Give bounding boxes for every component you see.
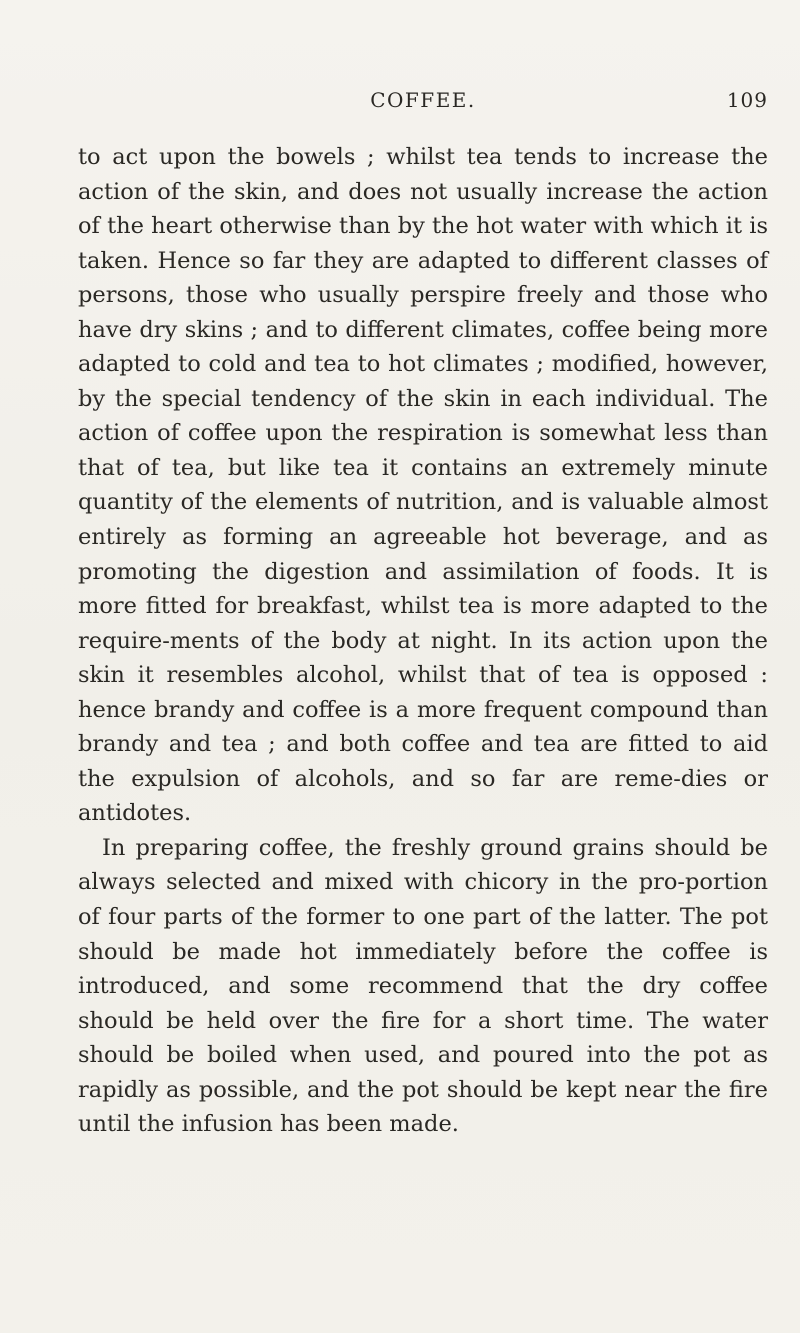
paragraph-1: to act upon the bowels ; whilst tea tends to increase the action of the skin, and does not usually increase the action of the heart otherwise than by the hot water with which it is taken. Hence so far they are adapted to different classes of persons, those who usually perspire freely and those who have dry skins ; and to different climates, coffee being more adapted to cold and tea to hot climates ; modified, however, by the special tendency of the skin in each individual. The action of coffee upon the respiration is somewhat less than that of tea, but like tea it contains an extremely minute quantity of the elements of nutrition, and is valuable almost entirely as forming an agreeable hot beverage, and as promoting the digestion and assimilation of foods. It is more fitted for breakfast, whilst tea is more adapted to the require-ments of the body at night. In its action upon the skin it resembles alcohol, whilst that of tea is opposed : hence brandy and coffee is a more frequent compound than brandy and tea ; and both coffee and tea are fitted to aid the expulsion of alcohols, and so far are reme-dies or antidotes. [78, 144, 768, 827]
page-number: 109 [726, 88, 768, 112]
running-head [78, 86, 768, 114]
paragraph-2: In preparing coffee, the freshly ground grains should be always selected and mixed with chicory in the pro-portion of four parts of the former to one part of the latter. The pot should be made hot immediately before the coffee is introduced, and some recommend that the dry coffee should be held over the fire for a short time. The water should be boiled when used, and poured into the pot as rapidly as possible, and the pot should be kept near the fire until the infusion has been made. [78, 834, 768, 1138]
body-text [78, 140, 768, 1142]
running-title: COFFEE. [370, 88, 476, 112]
